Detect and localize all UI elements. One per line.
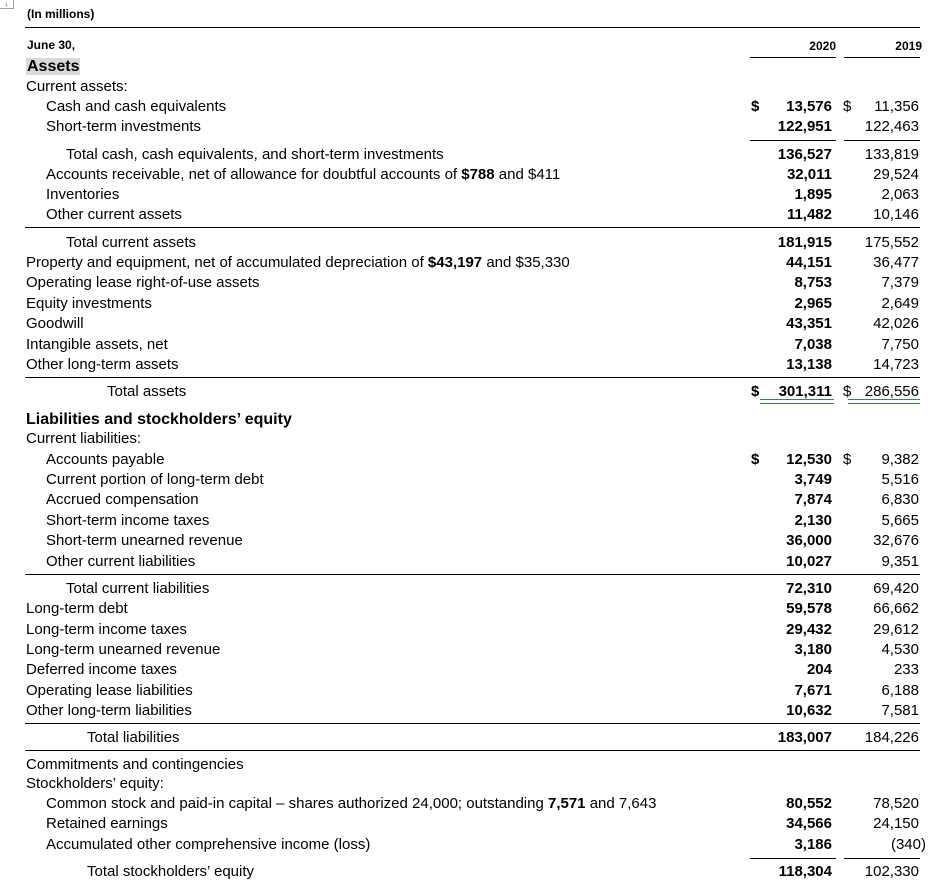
table-row: Long-term income taxes 29,432 29,612 (26, 621, 919, 638)
table-row: Long-term debt 59,578 66,662 (26, 600, 919, 617)
date-label: June 30, (27, 38, 76, 52)
table-row: Equity investments 2,965 2,649 (26, 295, 919, 312)
table-row: Accumulated other comprehensive income (loss) 3,186 (340) (46, 836, 926, 853)
table-row: Current portion of long-term debt 3,749 5,516 (46, 471, 919, 488)
table-row: Property and equipment, net of accumulated depreciation of $43,197 and $35,330 44,151 36,477 (26, 254, 919, 271)
subsection-stockholders-equity: Stockholders’ equity: (26, 775, 164, 792)
table-row: Short-term unearned revenue 36,000 32,676 (46, 532, 919, 549)
table-row-total-equity: Total stockholders’ equity 118,304 102,330 (87, 863, 919, 880)
section-title-assets: Assets (27, 58, 80, 75)
table-row: Cash and cash equivalents $ 13,576 $ 11,356 (46, 98, 919, 115)
subsection-current-liabilities: Current liabilities: (26, 430, 142, 447)
table-row: Operating lease liabilities 7,671 6,188 (26, 682, 919, 699)
commitments-label: Commitments and contingencies (26, 756, 244, 773)
table-row: Short-term investments 122,951 122,463 (46, 118, 919, 135)
table-row-total-liabilities: Total liabilities 183,007 184,226 (87, 729, 919, 746)
subtotal-rule (25, 574, 920, 575)
column-header-2020: 2020 (809, 39, 836, 53)
subsection-current-assets: Current assets: (26, 78, 128, 95)
table-row: Goodwill 43,351 42,026 (26, 315, 919, 332)
units-label: (In millions) (27, 7, 95, 21)
table-row: Other long-term assets 13,138 14,723 (26, 356, 919, 373)
table-row: Intangible assets, net 7,038 7,750 (26, 336, 919, 353)
table-row: Total current liabilities 72,310 69,420 (66, 580, 919, 597)
table-row: Accounts receivable, net of allowance for doubtful accounts of $788 and $411 32,011 29,524 (46, 166, 919, 183)
subtotal-rule (25, 377, 920, 378)
table-row: Accounts payable $ 12,530 $ 9,382 (46, 451, 919, 468)
subtotal-rule (844, 140, 920, 141)
table-row: Retained earnings 34,566 24,150 (46, 815, 919, 832)
table-row: Accrued compensation 7,874 6,830 (46, 491, 919, 508)
header-rule (25, 27, 920, 28)
table-row: Total cash, cash equivalents, and short-term investments 136,527 133,819 (66, 146, 919, 163)
total-double-rule (760, 399, 834, 404)
table-row: Deferred income taxes 204 233 (26, 661, 919, 678)
table-row: Other long-term liabilities 10,632 7,581 (26, 702, 919, 719)
table-row: Long-term unearned revenue 3,180 4,530 (26, 641, 919, 658)
subtotal-rule (25, 227, 920, 228)
subtotal-rule (25, 723, 920, 724)
table-row: Total current assets 181,915 175,552 (66, 234, 919, 251)
expand-icon[interactable]: ↓ (0, 0, 14, 9)
table-row-total-assets: Total assets $ 301,311 $ 286,556 (107, 383, 919, 400)
table-row: Operating lease right-of-use assets 8,753 7,379 (26, 274, 919, 291)
table-row: Other current assets 11,482 10,146 (46, 206, 919, 223)
total-double-rule (848, 399, 920, 404)
table-row: Other current liabilities 10,027 9,351 (46, 553, 919, 570)
subtotal-rule (750, 140, 836, 141)
column-header-2019: 2019 (895, 39, 922, 53)
table-row: Inventories 1,895 2,063 (46, 186, 919, 203)
section-rule (25, 750, 920, 751)
table-row: Short-term income taxes 2,130 5,665 (46, 512, 919, 529)
subtotal-rule (844, 858, 920, 859)
table-row: Common stock and paid-in capital – shares authorized 24,000; outstanding 7,571 and 7,643 80,552 78,520 (46, 795, 919, 812)
section-title-liabilities: Liabilities and stockholders’ equity (26, 411, 292, 428)
subtotal-rule (750, 858, 836, 859)
